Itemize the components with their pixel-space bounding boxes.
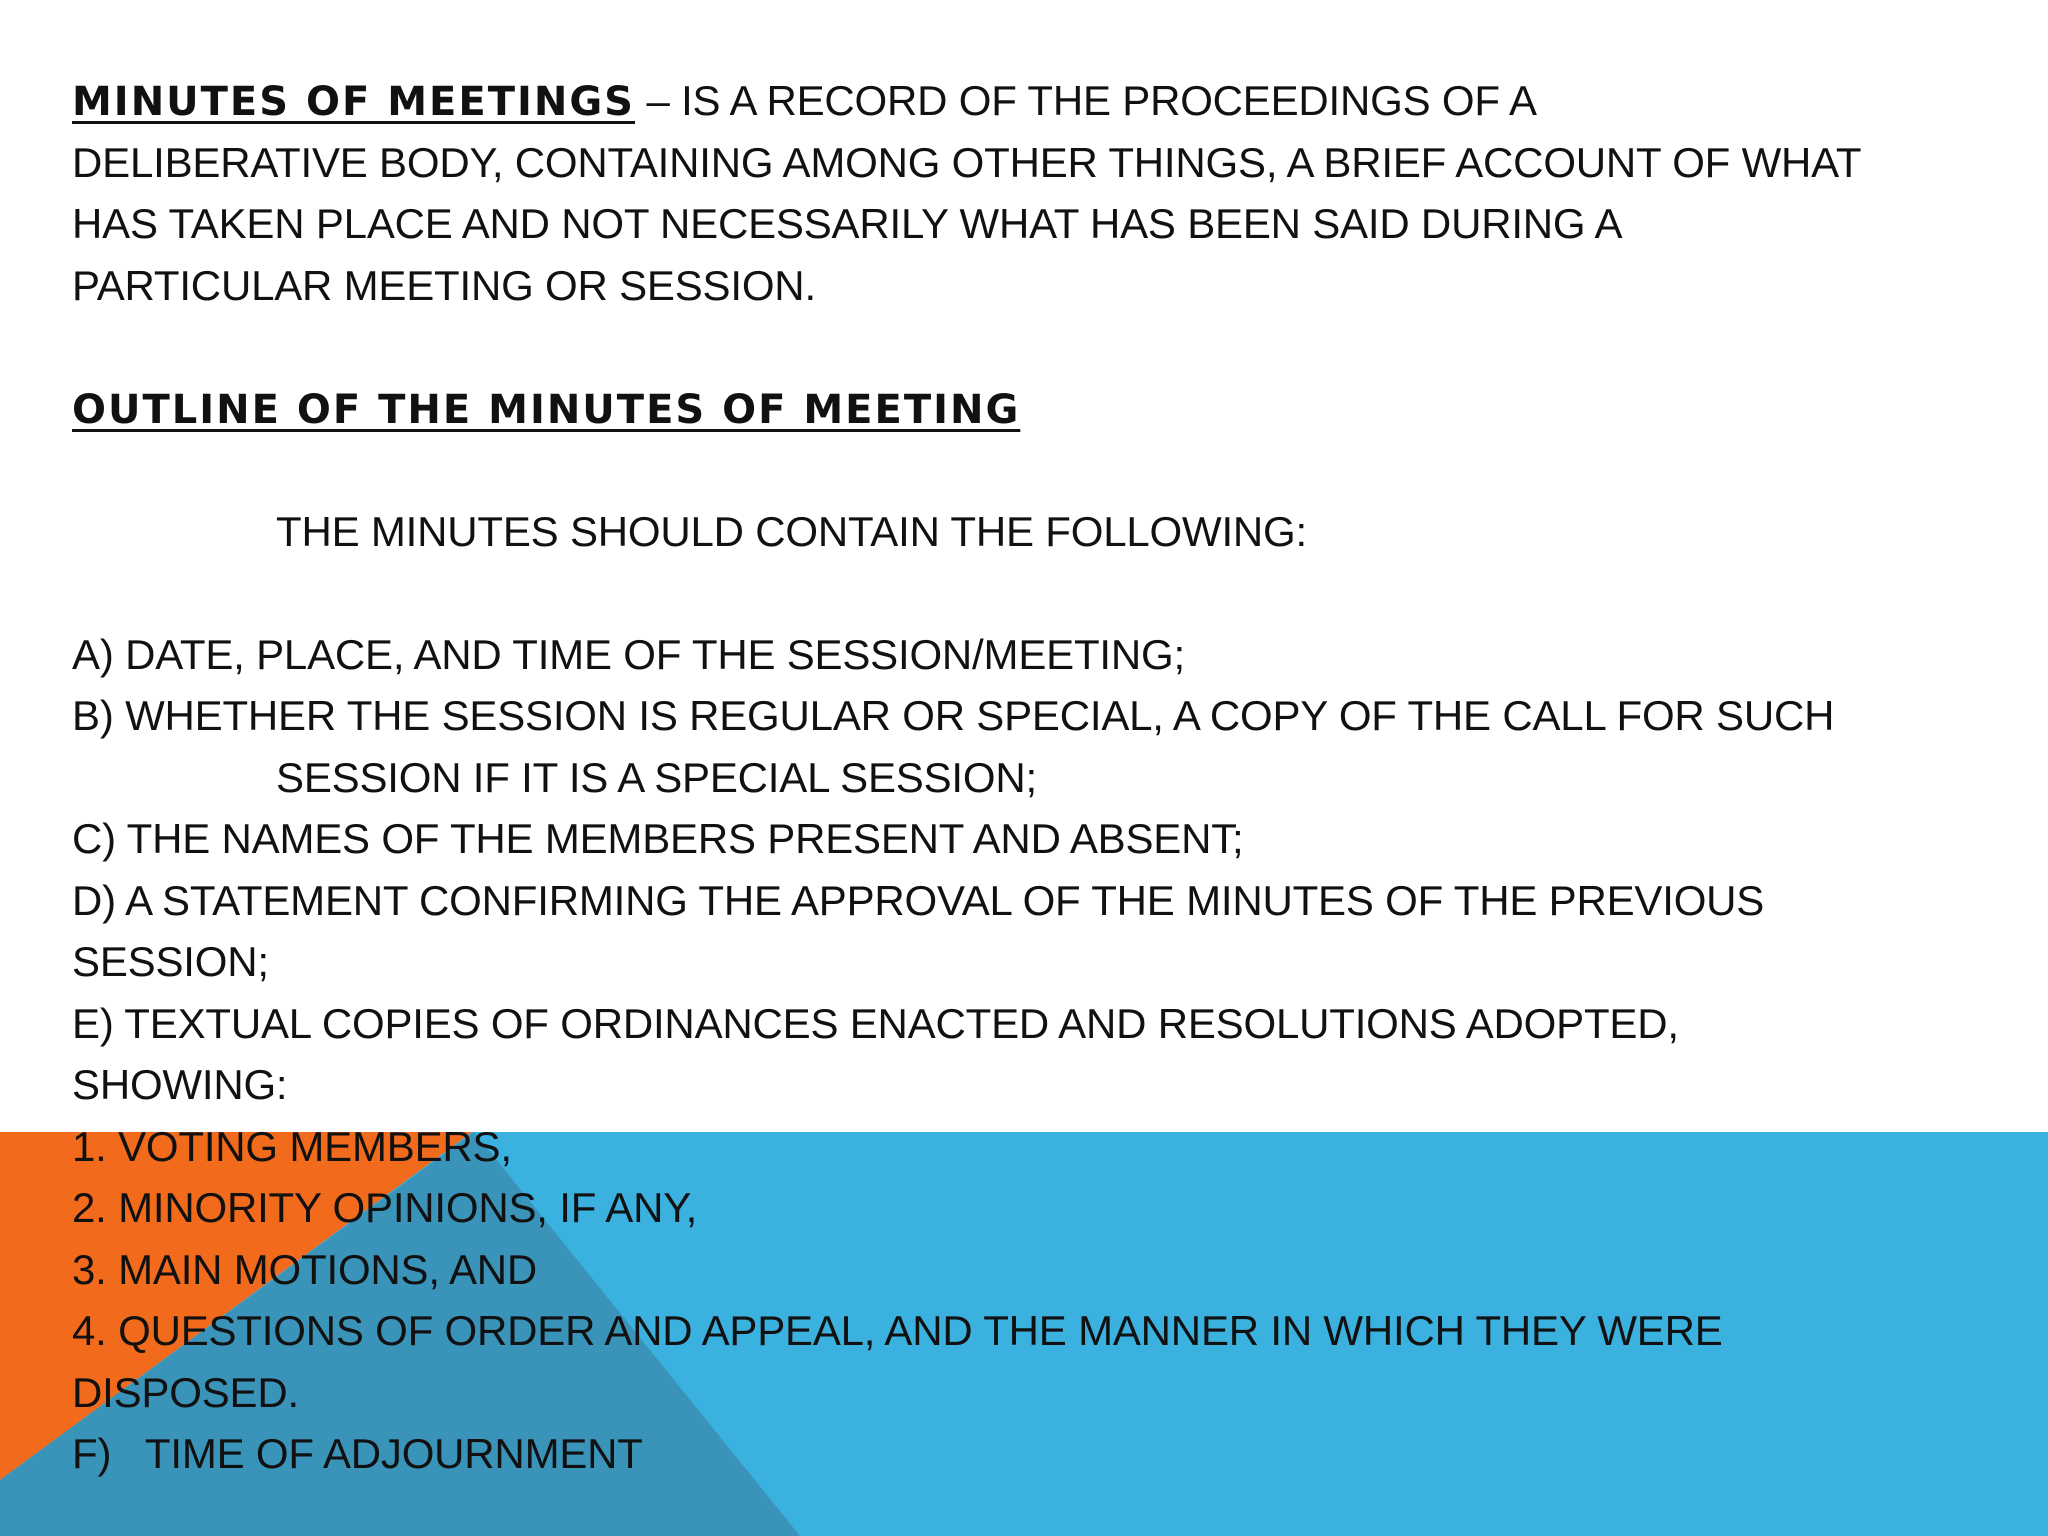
outline-item-e: E) TEXTUAL COPIES OF ORDINANCES ENACTED AND RESOLUTIONS ADOPTED, <box>72 999 1679 1047</box>
definition-text-1: – IS A RECORD OF THE PROCEEDINGS OF A <box>634 77 1537 124</box>
outline-subitem-2: 2. MINORITY OPINIONS, IF ANY, <box>72 1184 698 1231</box>
outline-heading: OUTLINE OF THE MINUTES OF MEETING <box>72 386 1021 433</box>
outline-item-d-continued: SESSION; <box>72 938 269 985</box>
outline-item-e-continued: SHOWING: <box>72 1061 288 1108</box>
outline-subitem-4-continued: DISPOSED. <box>72 1368 299 1416</box>
outline-item-c: C) THE NAMES OF THE MEMBERS PRESENT AND ABSENT; <box>72 815 1244 862</box>
outline-item-a: A) DATE, PLACE, AND TIME OF THE SESSION/MEETING; <box>72 630 1185 678</box>
definition-line-2: DELIBERATIVE BODY, CONTAINING AMONG OTHER THINGS, A BRIEF ACCOUNT OF WHAT <box>72 138 1862 186</box>
slide-content <box>72 70 1992 1485</box>
definition-line-1 <box>72 70 1992 132</box>
outline-item-b: B) WHETHER THE SESSION IS REGULAR OR SPECIAL, A COPY OF THE CALL FOR SUCH <box>72 692 1835 739</box>
outline-subitem-1: 1. VOTING MEMBERS, <box>72 1122 512 1170</box>
outline-item-f: F) TIME OF ADJOURNMENT <box>72 1430 643 1477</box>
spacer <box>72 562 1992 624</box>
definition-line-3: HAS TAKEN PLACE AND NOT NECESSARILY WHAT HAS BEEN SAID DURING A <box>72 200 1623 247</box>
outline-subitem-3: 3. MAIN MOTIONS, AND <box>72 1245 538 1293</box>
outline-intro: THE MINUTES SHOULD CONTAIN THE FOLLOWING: <box>276 507 1307 555</box>
outline-item-d: D) A STATEMENT CONFIRMING THE APPROVAL OF THE MINUTES OF THE PREVIOUS <box>72 876 1765 924</box>
definition-term: MINUTES OF MEETINGS <box>72 79 635 125</box>
spacer <box>72 316 1992 378</box>
definition-line-4: PARTICULAR MEETING OR SESSION. <box>72 261 816 309</box>
spacer <box>72 439 1992 501</box>
outline-heading-row <box>72 378 1992 440</box>
outline-item-b-continued: SESSION IF IT IS A SPECIAL SESSION; <box>276 753 1037 801</box>
outline-subitem-4: 4. QUESTIONS OF ORDER AND APPEAL, AND THE MANNER IN WHICH THEY WERE <box>72 1307 1723 1354</box>
